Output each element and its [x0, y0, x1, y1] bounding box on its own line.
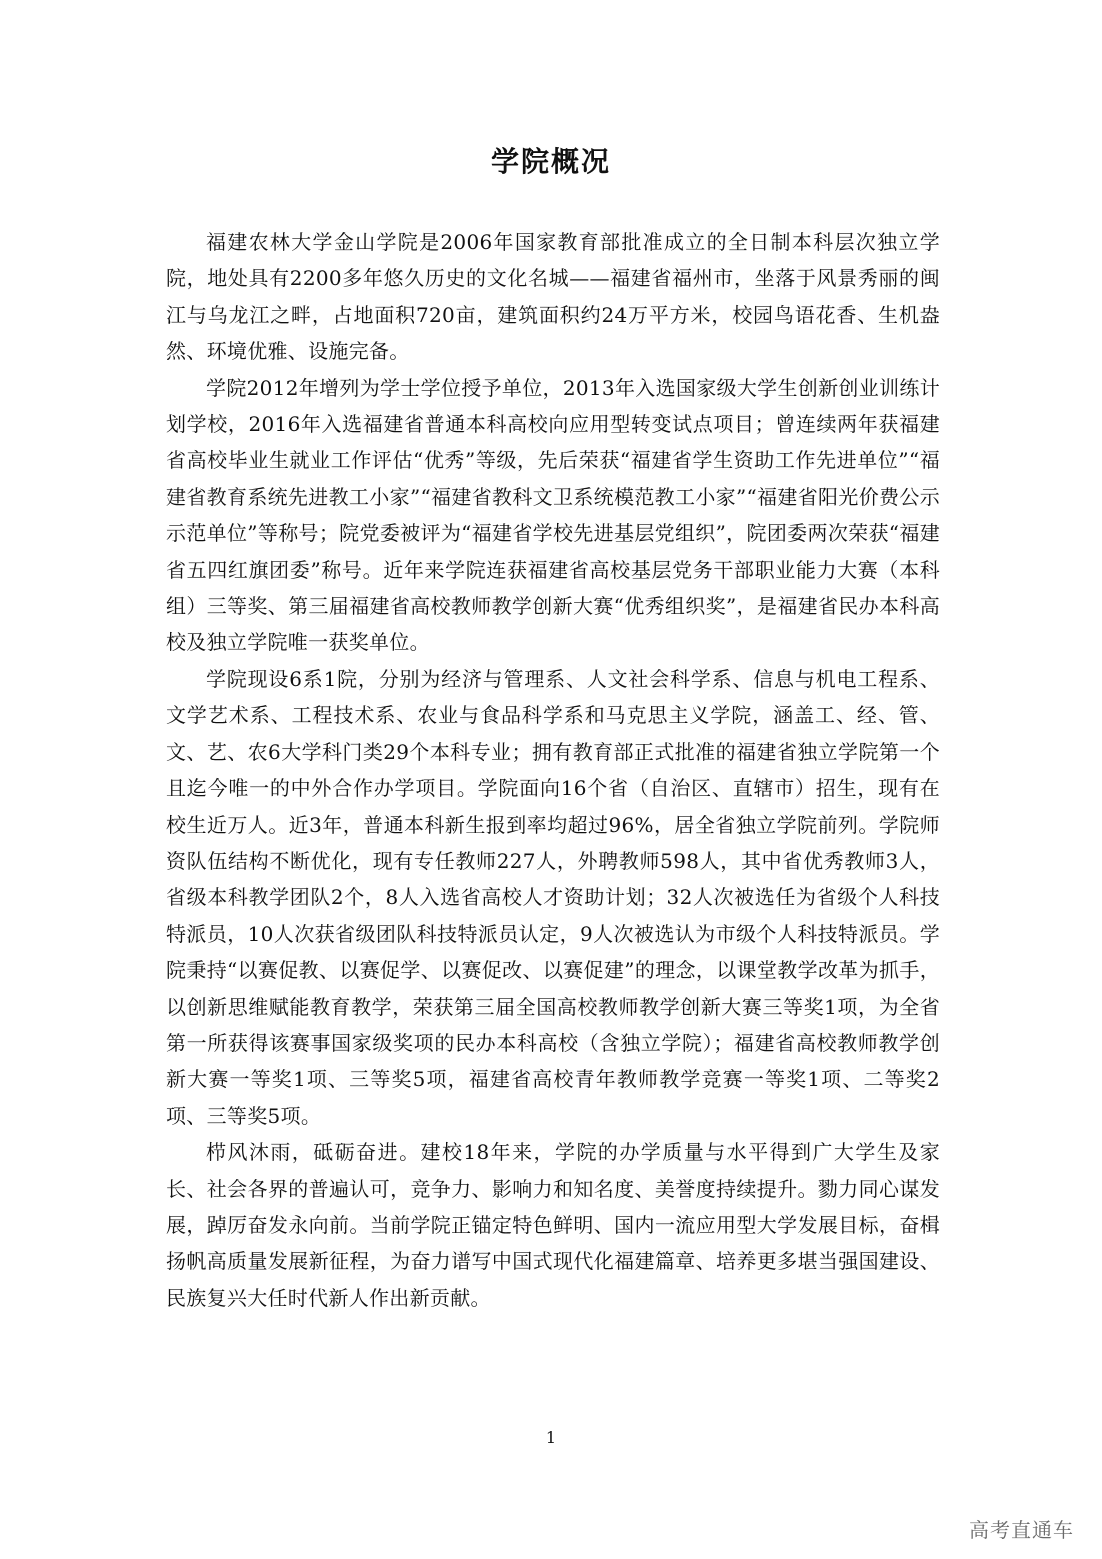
paragraph-outlook: 栉风沐雨，砥砺奋进。建校18年来，学院的办学质量与水平得到广大学生及家长、社会各界的普遍认可，竞争力、影响力和知名度、美誉度持续提升。勠力同心谋发展，踔厉奋发永向前。当前学院正锚定特色鲜明、国内一流应用型大学发展目标，奋楫扬帆高质量发展新征程，为奋力谱写中国式现代化福建篇章、培养更多堪当强国建设、民族复兴大任时代新人作出新贡献。	[166, 1140, 940, 1310]
page-number: 1	[545, 1428, 557, 1447]
paragraph-honors: 学院2012年增列为学士学位授予单位，2013年入选国家级大学生创新创业训练计划学校，2016年入选福建省普通本科高校向应用型转变试点项目；曾连续两年获福建省高校毕业生就业工作评估“优秀”等级，先后荣获“福建省学生资助工作先进单位”“福建省教育系统先进教工小家”“福建省教科文卫系统模范教工小家”“福建省阳光价费公示示范单位”等称号；院党委被评为“福建省学校先进基层党组织”，院团委两次荣获“福建省五四红旗团委”称号。近年来学院连获福建省高校基层党务干部职业能力大赛（本科组）三等奖、第三届福建省高校教师教学创新大赛“优秀组织奖”，是福建省民办本科高校及独立学院唯一获奖单位。	[166, 375, 940, 655]
page-title: 学院概况	[490, 145, 611, 178]
watermark: 高考直通车	[969, 1518, 1074, 1542]
paragraph-intro: 福建农林大学金山学院是2006年国家教育部批准成立的全日制本科层次独立学院，地处具有2200多年悠久历史的文化名城——福建省福州市，坐落于风景秀丽的闽江与乌龙江之畔，占地面积720亩，建筑面积约24万平方米，校园鸟语花香、生机盎然、环境优雅、设施完备。	[166, 230, 940, 364]
paragraph-departments: 学院现设6系1院，分别为经济与管理系、人文社会科学系、信息与机电工程系、文学艺术系、工程技术系、农业与食品科学系和马克思主义学院，涵盖工、经、管、文、艺、农6大学科门类29个本科专业；拥有教育部正式批准的福建省独立学院第一个且迄今唯一的中外合作办学项目。学院面向16个省（自治区、直辖市）招生，现有在校生近万人。近3年，普通本科新生报到率均超过96%，居全省独立学院前列。学院师资队伍结构不断优化，现有专任教师227人，外聘教师598人，其中省优秀教师3人，省级本科教学团队2个，8人入选省高校人才资助计划；32人次被选任为省级个人科技特派员，10人次获省级团队科技特派员认定，9人次被选认为市级个人科技特派员。学院秉持“以赛促教、以赛促学、以赛促改、以赛促建”的理念，以课堂教学改革为抓手，以创新思维赋能教育教学，荣获第三届全国高校教师教学创新大赛三等奖1项，为全省第一所获得该赛事国家级奖项的民办本科高校（含独立学院）；福建省高校教师教学创新大赛一等奖1项、三等奖5项，福建省高校青年教师教学竞赛一等奖1项、二等奖2项、三等奖5项。	[166, 666, 940, 1128]
body-text	[166, 224, 940, 1316]
